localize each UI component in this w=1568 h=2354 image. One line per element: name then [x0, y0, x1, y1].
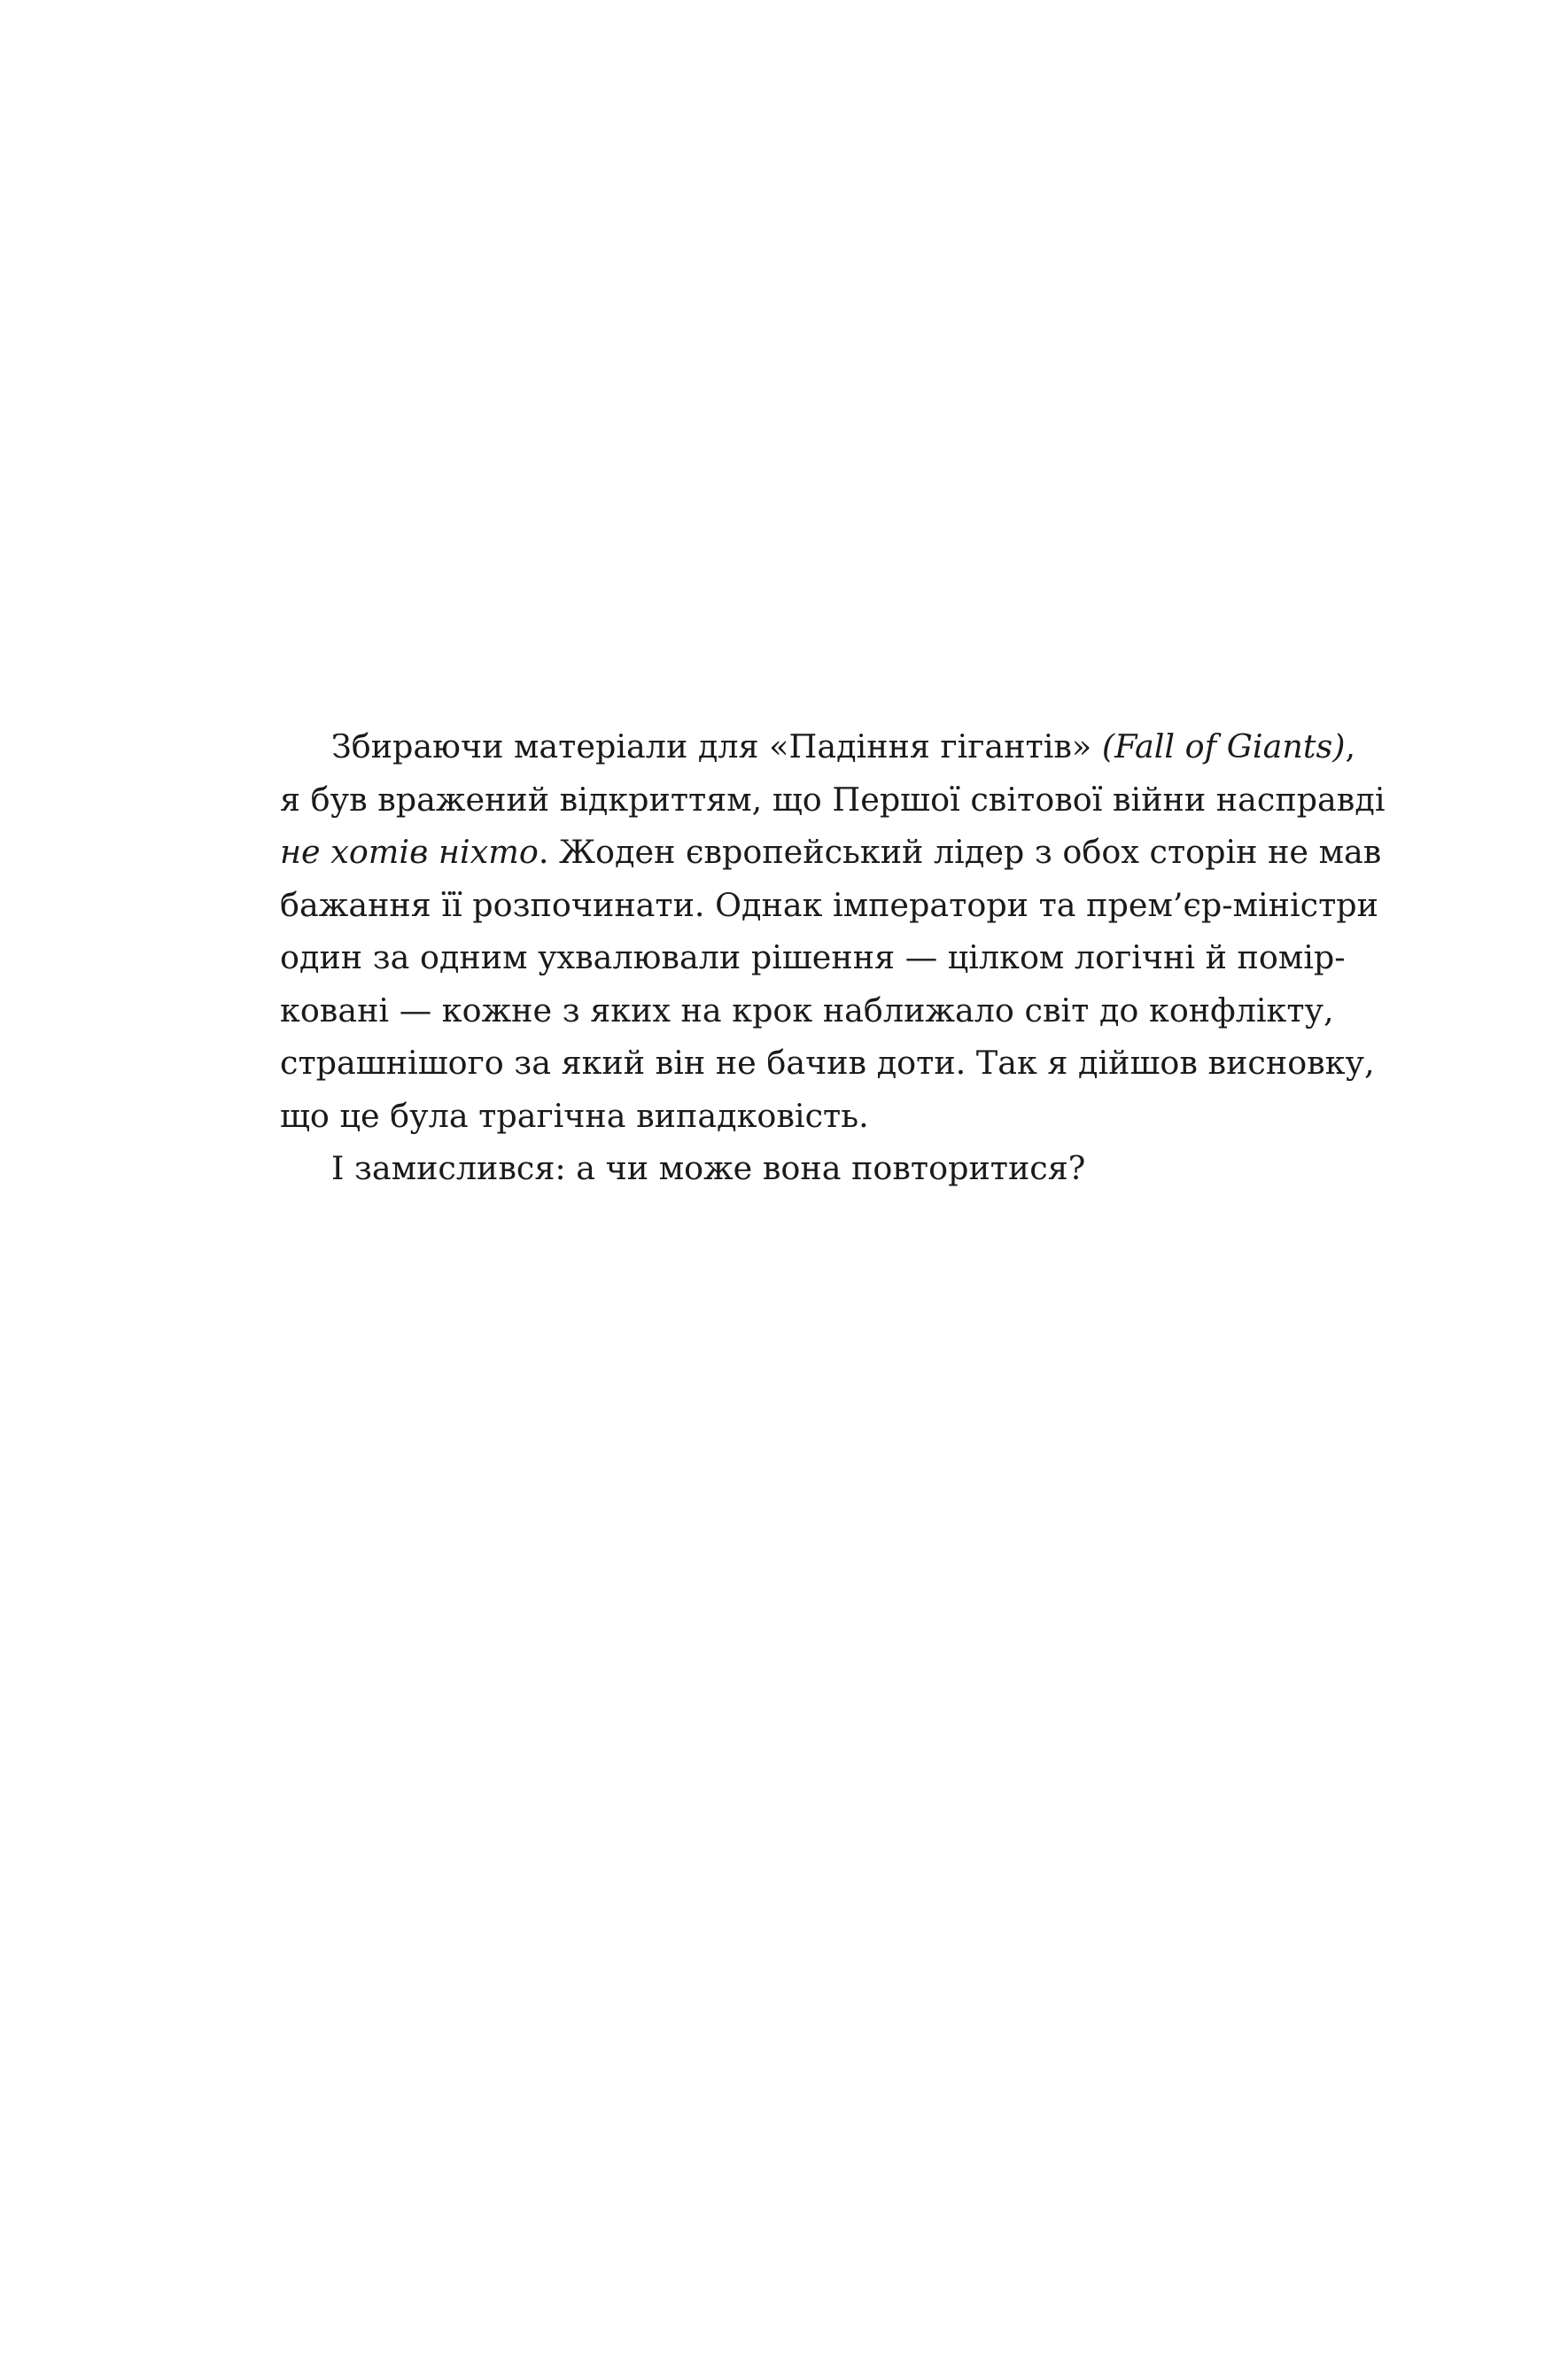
text-run: Збираючи матеріали для «Падіння гігантів»: [331, 727, 1102, 765]
text-run: ,: [1345, 727, 1356, 765]
text-run: І замислився: а чи може вона повторитися?: [331, 1149, 1086, 1187]
text-line: [280, 879, 1378, 932]
body-text: [280, 720, 1386, 1195]
text-run: що це була трагічна випадковість.: [280, 1096, 869, 1135]
text-line: [280, 931, 1346, 984]
text-run: один за одним ухвалювали рішення — цілком логічні й помір-: [280, 938, 1346, 976]
text-line: [280, 1037, 1375, 1090]
text-line: [280, 1090, 1308, 1143]
text-run: я був вражений відкриттям, що Першої світової війни насправді: [280, 780, 1386, 819]
text-line: [280, 773, 1386, 827]
text-line: [280, 1142, 1308, 1195]
text-line: [280, 826, 1382, 879]
text-run: . Жоден європейський лідер з обох сторін не мав: [538, 833, 1382, 871]
italic-run: (Fall of Giants): [1101, 727, 1346, 765]
paragraph-2: [280, 1142, 1308, 1195]
text-run: бажання її розпочинати. Однак імператори та прем’єр-міністри: [280, 885, 1378, 924]
text-line: [280, 984, 1334, 1037]
paragraph-1: [280, 720, 1386, 1142]
text-line: [280, 720, 1356, 773]
italic-run: не хотів ніхто: [280, 833, 539, 871]
text-run: ковані — кожне з яких на крок наближало світ до конфлікту,: [280, 991, 1334, 1029]
text-run: страшнішого за який він не бачив доти. Так я дійшов висновку,: [280, 1044, 1375, 1082]
